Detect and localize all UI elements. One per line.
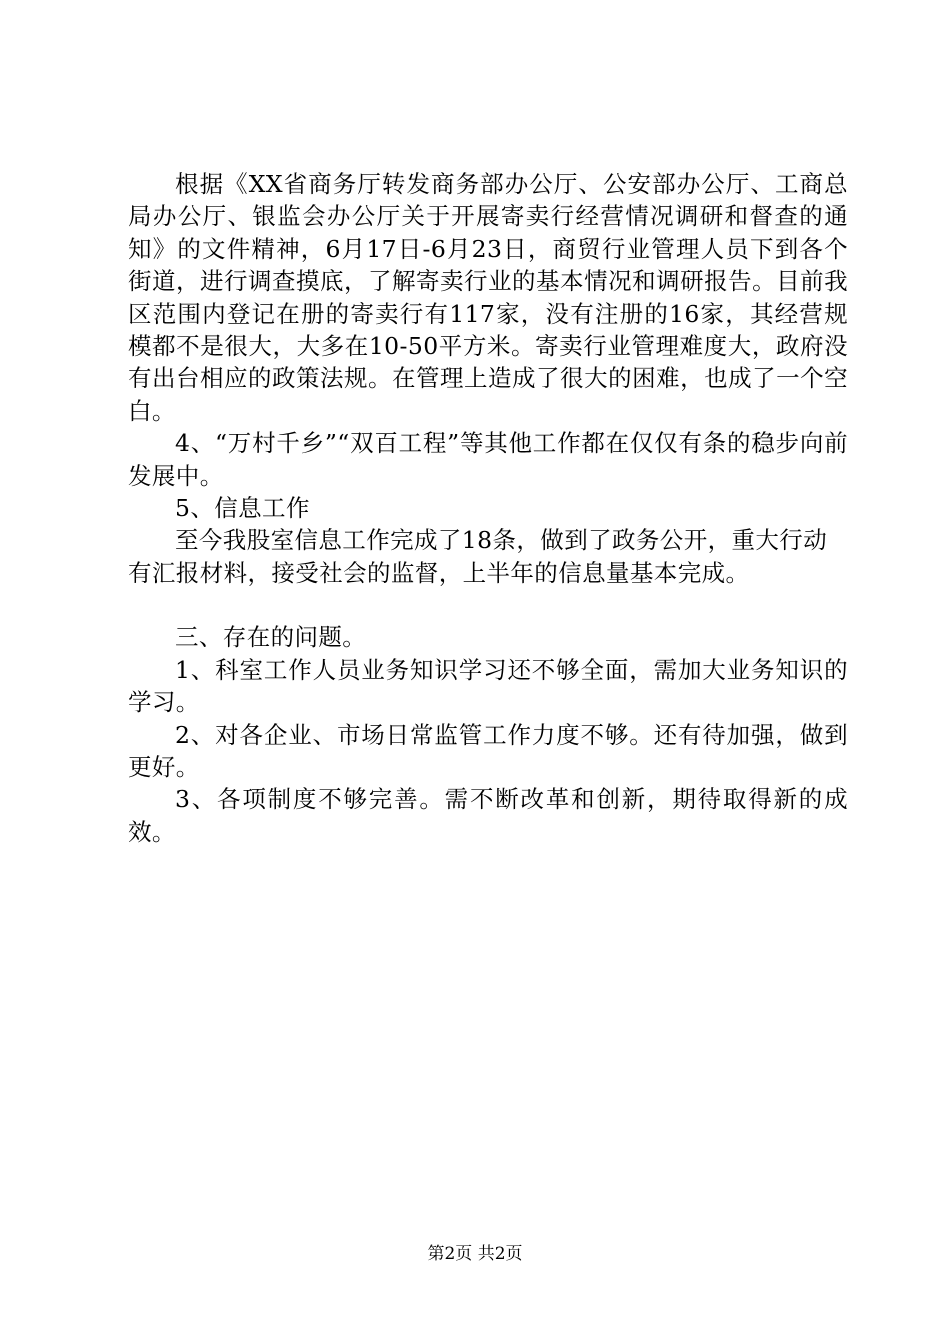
- page-footer: [0, 1243, 950, 1265]
- paragraph-problem-2: 2、对各企业、市场日常监管工作力度不够。还有待加强，做到更好。: [128, 720, 848, 781]
- paragraph-problem-3: 3、各项制度不够完善。需不断改革和创新，期待取得新的成效。: [128, 785, 848, 846]
- paragraph-investigation: 根据《XX省商务厅转发商务部办公厅、公安部办公厅、工商总局办公厅、银监会办公厅关于开展寄卖行经营情况调研和督查的通知》的文件精神，6月17日-6月23日，商贸行业管理人员下到各个街道，进行调查摸底，了解寄卖行业的基本情况和调研报告。目前我区范围内登记在册的寄卖行有117家，没有注册的16家，其经营规模都不是很大，大多在10-50平方米。寄卖行业管理难度大，政府没有出台相应的政策法规。在管理上造成了很大的困难，也成了一个空白。: [128, 170, 848, 425]
- paragraph-item-5-heading: 5、信息工作: [175, 494, 310, 523]
- paragraph-problem-1: 1、科室工作人员业务知识学习还不够全面，需加大业务知识的学习。: [128, 655, 848, 717]
- document-body: [128, 168, 848, 848]
- paragraph-item-4: 4、“万村千乡”“双百工程”等其他工作都在仅仅有条的稳步向前发展中。: [128, 429, 848, 490]
- section-heading-problems: 三、存在的问题。: [175, 623, 367, 652]
- paragraph-info-work: 至今我股室信息工作完成了18条，做到了政务公开，重大行动有汇报材料，接受社会的监督，上半年的信息量基本完成。: [128, 526, 828, 587]
- page-number-label: 第2页 共2页: [427, 1244, 523, 1264]
